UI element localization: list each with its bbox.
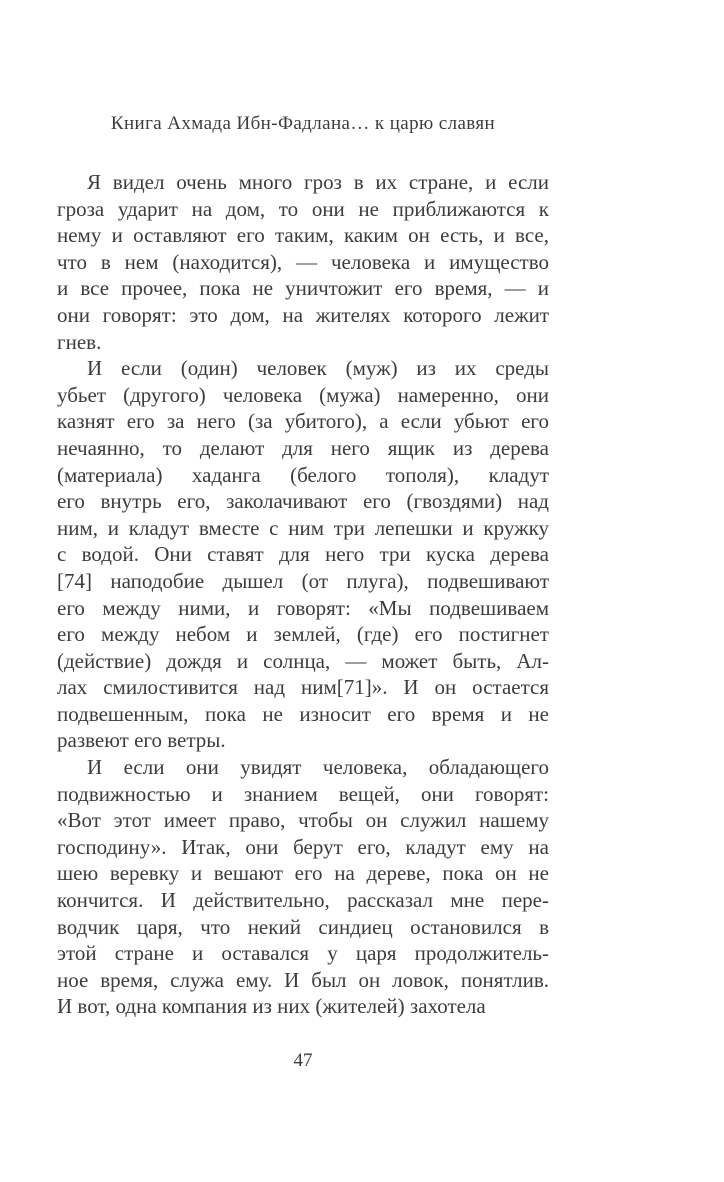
text-line: [74] наподобие дышел (от плуга), подвешивают — [57, 568, 549, 593]
text-line: господину». Итак, они берут его, кладут ему на — [57, 834, 549, 859]
text-line: лах смилостивится над ним[71]». И он остается — [57, 675, 549, 700]
body-text — [57, 169, 549, 1020]
text-line: Я видел очень много гроз в их стране, и если — [87, 170, 549, 194]
text-line: И вот, одна компания из них (жителей) захотела — [57, 994, 486, 1019]
text-line: И если (один) человек (муж) из их среды — [87, 356, 549, 381]
text-line: ним, и кладут вместе с ним три лепешки и кружку — [57, 515, 549, 540]
text-line: убьет (другого) человека (мужа) намеренно, они — [57, 382, 549, 407]
paragraph — [57, 355, 549, 754]
text-line: этой стране и оставался у царя продолжитель- — [57, 941, 549, 966]
text-line: они говорят: это дом, на жителях которого лежит — [57, 302, 549, 327]
text-line: казнят его за него (за убитого), а если убьют его — [57, 409, 549, 434]
text-line: развеют его ветры. — [57, 728, 226, 753]
text-line: водчик царя, что некий синдиец остановился в — [57, 914, 549, 939]
text-line: (действие) дождя и солнца, — может быть, Ал- — [57, 648, 549, 673]
text-line: нечаянно, то делают для него ящик из дерева — [57, 435, 549, 460]
text-line: его внутрь его, заколачивают его (гвоздями) над — [57, 489, 549, 514]
text-line: шею веревку и вешают его на дереве, пока он не — [57, 861, 549, 886]
text-line: И если они увидят человека, обладающего — [87, 755, 549, 780]
text-line: «Вот этот имеет право, чтобы он служил нашему — [57, 808, 549, 833]
text-line: ное время, служа ему. И был он ловок, понятлив. — [57, 967, 549, 992]
text-line: что в нем (находится), — человека и имущество — [57, 249, 549, 274]
text-line: гнев. — [57, 329, 102, 354]
text-line: нему и оставляют его таким, каким он есть, и все, — [57, 223, 549, 248]
text-line: кончится. И действительно, рассказал мне пере- — [57, 888, 549, 913]
text-line: его между ними, и говорят: «Мы подвешиваем — [57, 595, 549, 620]
text-line: подвижностью и знанием вещей, они говорят: — [57, 781, 549, 806]
text-line: гроза ударит на дом, то они не приближаются к — [57, 196, 549, 221]
text-line: и все прочее, пока не уничтожит его время, — и — [57, 276, 549, 301]
text-line: (материала) хаданга (белого тополя), кладут — [57, 462, 549, 487]
page-number: 47 — [293, 1050, 313, 1071]
paragraph — [57, 169, 549, 355]
paragraph — [57, 754, 549, 1020]
running-header: Книга Ахмада Ибн-Фадлана… к царю славян — [110, 113, 496, 134]
text-line: его между небом и землей, (где) его постигнет — [57, 622, 549, 647]
text-line: с водой. Они ставят для него три куска дерева — [57, 542, 549, 567]
text-line: подвешенным, пока не износит его время и не — [57, 701, 549, 726]
